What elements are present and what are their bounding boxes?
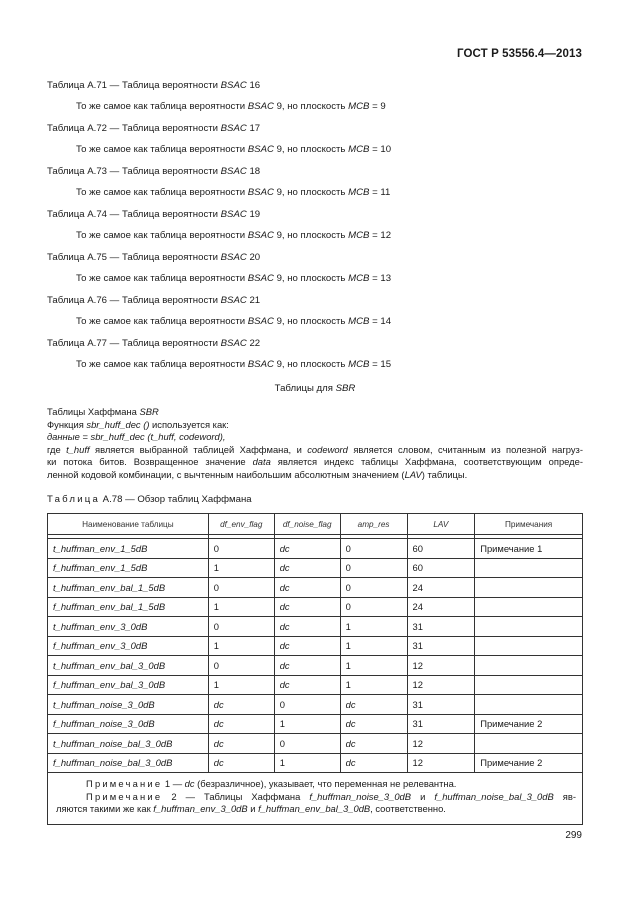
cell-lav: 60	[407, 539, 475, 559]
table-description: То же самое как таблица вероятности BSAC 9, но плоскость MCB = 13	[76, 273, 392, 284]
col-header-amp-res: amp_res	[340, 514, 407, 535]
table-description: То же самое как таблица вероятности BSAC 9, но плоскость MCB = 15	[76, 359, 392, 370]
cell-lav: 12	[407, 734, 475, 754]
cell-amp-res: 0	[340, 558, 407, 578]
cell-table-name: f_huffman_env_bal_3_0dB	[48, 675, 209, 695]
cell-notes	[475, 578, 583, 598]
table-description: То же самое как таблица вероятности BSAC 9, но плоскость MCB = 10	[76, 144, 392, 155]
cell-df-env-flag: 0	[208, 617, 274, 637]
table-title: Таблица А.77 — Таблица вероятности BSAC 22	[47, 338, 261, 349]
cell-df-noise-flag: 1	[274, 714, 340, 734]
cell-df-noise-flag: dc	[274, 539, 340, 559]
cell-df-env-flag: dc	[208, 734, 274, 754]
cell-amp-res: dc	[340, 753, 407, 773]
cell-lav: 24	[407, 597, 475, 617]
note-2-continued: ляются такими же как f_huffman_env_3_0dB и f_huffman_env_bal_3_0dB, соответственно.	[56, 803, 446, 814]
cell-notes	[475, 636, 583, 656]
cell-notes: Примечание 2	[475, 714, 583, 734]
cell-df-noise-flag: 0	[274, 734, 340, 754]
cell-lav: 12	[407, 675, 475, 695]
para-line-6: ленной кодовой комбинации, с вычтенным наибольшим абсолютным значением (LAV) таблицы.	[47, 468, 468, 480]
cell-df-env-flag: 0	[208, 578, 274, 598]
cell-notes	[475, 617, 583, 637]
cell-df-noise-flag: dc	[274, 617, 340, 637]
para-line-5: ки потока битов. Возвращенное значение data является индекс таблицы Хаффмана, соответствующим опреде-	[47, 456, 583, 467]
cell-notes	[475, 558, 583, 578]
cell-notes	[475, 695, 583, 715]
cell-amp-res: dc	[340, 734, 407, 754]
huffman-tables-overview	[47, 513, 583, 825]
table-title: Таблица А.72 — Таблица вероятности BSAC 17	[47, 123, 261, 134]
cell-amp-res: dc	[340, 695, 407, 715]
col-header-df-noise-flag: df_noise_flag	[274, 514, 340, 535]
cell-notes	[475, 597, 583, 617]
table-notes	[48, 773, 583, 825]
cell-table-name: f_huffman_env_1_5dB	[48, 558, 209, 578]
cell-df-env-flag: 1	[208, 558, 274, 578]
cell-notes: Примечание 2	[475, 753, 583, 773]
cell-df-env-flag: 1	[208, 597, 274, 617]
table-title: Таблица А.75 — Таблица вероятности BSAC 20	[47, 252, 261, 263]
para-line-3: данные = sbr_huff_dec (t_huff, codeword),	[47, 431, 226, 442]
cell-df-noise-flag: dc	[274, 636, 340, 656]
table-description: То же самое как таблица вероятности BSAC 9, но плоскость MCB = 11	[76, 187, 391, 198]
table-title: Таблица А.73 — Таблица вероятности BSAC 18	[47, 166, 261, 177]
cell-amp-res: 1	[340, 656, 407, 676]
cell-lav: 24	[407, 578, 475, 598]
cell-df-noise-flag: dc	[274, 675, 340, 695]
note-2: Примечание 2 — Таблицы Хаффмана f_huffman_noise_3_0dB и f_huffman_noise_bal_3_0dB яв-	[86, 790, 576, 802]
cell-lav: 31	[407, 617, 475, 637]
table-description: То же самое как таблица вероятности BSAC 9, но плоскость MCB = 12	[76, 230, 392, 241]
table-row	[48, 714, 583, 734]
cell-amp-res: 1	[340, 636, 407, 656]
cell-df-noise-flag: 0	[274, 695, 340, 715]
table-row	[48, 734, 583, 754]
cell-notes	[475, 656, 583, 676]
cell-table-name: t_huffman_env_bal_3_0dB	[48, 656, 209, 676]
para-line-4: где t_huff является выбранной таблицей Хаффмана, и codeword является словом, считанным из полезной нагруз-	[47, 443, 583, 455]
cell-df-noise-flag: dc	[274, 578, 340, 598]
cell-table-name: t_huffman_noise_3_0dB	[48, 695, 209, 715]
cell-df-env-flag: 0	[208, 539, 274, 559]
table-row	[48, 675, 583, 695]
notes-row	[48, 773, 583, 825]
cell-df-env-flag: dc	[208, 714, 274, 734]
cell-notes	[475, 675, 583, 695]
cell-df-noise-flag: dc	[274, 558, 340, 578]
table-title: Таблица А.71 — Таблица вероятности BSAC 16	[47, 80, 261, 91]
para-line-1: Таблицы Хаффмана SBR	[47, 406, 159, 417]
cell-table-name: f_huffman_env_bal_1_5dB	[48, 597, 209, 617]
table-description: То же самое как таблица вероятности BSAC 9, но плоскость MCB = 14	[76, 316, 392, 327]
note-1: Примечание 1 — dc (безразличное), указывает, что переменная не релевантна.	[86, 778, 457, 789]
cell-df-env-flag: 1	[208, 636, 274, 656]
section-heading: Таблицы для SBR	[274, 383, 356, 394]
cell-lav: 31	[407, 695, 475, 715]
cell-df-env-flag: dc	[208, 753, 274, 773]
table-row	[48, 539, 583, 559]
cell-amp-res: 0	[340, 578, 407, 598]
cell-df-env-flag: 0	[208, 656, 274, 676]
cell-amp-res: 0	[340, 597, 407, 617]
table-row	[48, 695, 583, 715]
cell-lav: 12	[407, 753, 475, 773]
page-number: 299	[565, 830, 582, 841]
table-row	[48, 597, 583, 617]
col-header-name: Наименование таблицы	[48, 514, 209, 535]
table-row	[48, 578, 583, 598]
cell-notes	[475, 734, 583, 754]
cell-df-noise-flag: dc	[274, 597, 340, 617]
cell-df-noise-flag: dc	[274, 656, 340, 676]
table-caption: Таблица А.78 — Обзор таблиц Хаффмана	[47, 494, 252, 505]
col-header-df-env-flag: df_env_flag	[208, 514, 274, 535]
cell-amp-res: dc	[340, 714, 407, 734]
cell-table-name: t_huffman_noise_bal_3_0dB	[48, 734, 209, 754]
table-title: Таблица А.76 — Таблица вероятности BSAC 21	[47, 295, 261, 306]
table-row	[48, 636, 583, 656]
cell-lav: 12	[407, 656, 475, 676]
cell-table-name: t_huffman_env_1_5dB	[48, 539, 209, 559]
table-row	[48, 617, 583, 637]
table-title: Таблица А.74 — Таблица вероятности BSAC 19	[47, 209, 261, 220]
table-body	[48, 535, 583, 773]
standard-designation: ГОСТ Р 53556.4—2013	[457, 48, 582, 60]
para-line-2: Функция sbr_huff_dec () используется как:	[47, 418, 229, 430]
col-header-lav: LAV	[407, 514, 475, 535]
cell-amp-res: 0	[340, 539, 407, 559]
cell-table-name: t_huffman_env_3_0dB	[48, 617, 209, 637]
cell-df-env-flag: 1	[208, 675, 274, 695]
cell-df-env-flag: dc	[208, 695, 274, 715]
table-row	[48, 656, 583, 676]
cell-table-name: t_huffman_env_bal_1_5dB	[48, 578, 209, 598]
cell-amp-res: 1	[340, 617, 407, 637]
cell-table-name: f_huffman_env_3_0dB	[48, 636, 209, 656]
cell-table-name: f_huffman_noise_bal_3_0dB	[48, 753, 209, 773]
cell-lav: 31	[407, 714, 475, 734]
cell-lav: 60	[407, 558, 475, 578]
cell-df-noise-flag: 1	[274, 753, 340, 773]
cell-lav: 31	[407, 636, 475, 656]
table-row	[48, 558, 583, 578]
table-description: То же самое как таблица вероятности BSAC 9, но плоскость MCB = 9	[76, 101, 386, 112]
cell-notes: Примечание 1	[475, 539, 583, 559]
table-row	[48, 753, 583, 773]
cell-table-name: f_huffman_noise_3_0dB	[48, 714, 209, 734]
table-header-row	[48, 514, 583, 535]
cell-amp-res: 1	[340, 675, 407, 695]
col-header-notes: Примечания	[475, 514, 583, 535]
huffman-intro-paragraph	[47, 406, 583, 481]
